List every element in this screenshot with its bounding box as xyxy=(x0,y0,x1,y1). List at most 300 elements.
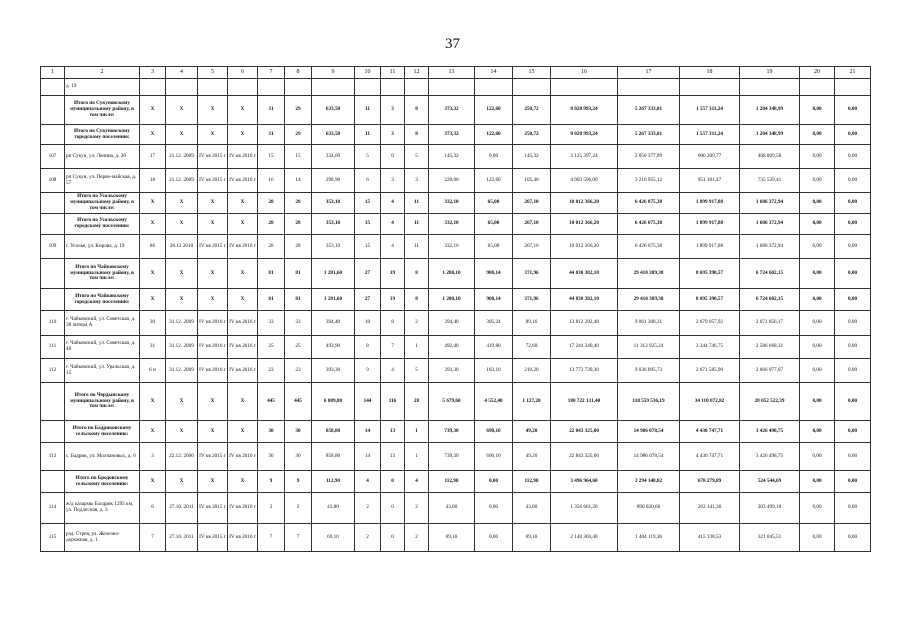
column-number: 3 xyxy=(140,67,166,79)
table-cell: 2 xyxy=(355,524,381,552)
table-cell: 15 xyxy=(355,214,381,235)
table-cell: 267,10 xyxy=(513,235,551,259)
table-cell: 28.12 2010 xyxy=(166,235,198,259)
table-cell: 3 426 498,75 xyxy=(740,443,800,471)
table-cell: 0 xyxy=(381,493,405,524)
table-cell: 2 066 077,67 xyxy=(740,359,800,383)
table-cell: 28 xyxy=(258,214,285,235)
table-cell: 1 356 661,20 xyxy=(551,493,618,524)
table-cell: 334,60 xyxy=(312,145,355,169)
table-cell: 15 xyxy=(285,145,312,169)
table-cell: 415 138,53 xyxy=(680,524,740,552)
table-cell: 10 xyxy=(355,311,381,336)
table-cell: 4 xyxy=(381,359,405,383)
table-cell: 0,00 xyxy=(800,443,835,471)
table-cell: 107 xyxy=(41,145,65,169)
table-cell: 0,00 xyxy=(800,359,835,383)
subtotal-row xyxy=(41,259,871,289)
table-cell: 31 xyxy=(140,336,166,359)
table-cell: 0,00 xyxy=(835,169,871,193)
table-cell: 858,80 xyxy=(312,421,355,443)
table-cell: 111 xyxy=(41,336,65,359)
table-cell: IV кв 2016 г xyxy=(228,235,258,259)
table-cell: 49,20 xyxy=(513,421,551,443)
table-cell: 28 xyxy=(285,235,312,259)
table-cell: 951 101,47 xyxy=(680,169,740,193)
table-cell xyxy=(41,471,65,493)
table-cell: 31 xyxy=(258,96,285,125)
table-cell: 8 695 390,57 xyxy=(680,289,740,311)
table-cell: IV кв 2015 г xyxy=(198,493,228,524)
table-cell: 105,40 xyxy=(513,169,551,193)
address-cell: Итого по Чайковскому городскому поселению: xyxy=(65,289,140,311)
table-cell: 27 xyxy=(355,289,381,311)
table-cell: 493,90 xyxy=(312,336,355,359)
table-cell: 0,00 xyxy=(475,145,513,169)
table-cell: 393,30 xyxy=(312,359,355,383)
table-cell: 108 xyxy=(41,169,65,193)
table-cell: 118 559 536,19 xyxy=(618,383,680,421)
column-number: 19 xyxy=(740,67,800,79)
table-cell: 1 899 917,88 xyxy=(680,235,740,259)
table-cell: 144 xyxy=(355,383,381,421)
table-cell: 2 xyxy=(405,524,429,552)
table-cell: 11 xyxy=(355,125,381,145)
table-cell: 4 903 596,00 xyxy=(551,169,618,193)
table-cell: 1 686 372,94 xyxy=(740,235,800,259)
table-cell: 65,00 xyxy=(475,193,513,214)
table-cell: 27.10. 2011 xyxy=(166,524,198,552)
table-cell: 14 xyxy=(355,421,381,443)
table-cell xyxy=(835,79,871,96)
table-cell: 11 312 925,24 xyxy=(618,336,680,359)
table-cell: 89,16 xyxy=(513,311,551,336)
subtotal-row xyxy=(41,125,871,145)
table-cell: 11 xyxy=(355,96,381,125)
address-cell: Итого по Бадриковскому сельскому поселению: xyxy=(65,421,140,443)
table-cell: X xyxy=(198,421,228,443)
table-cell: 43,80 xyxy=(429,493,475,524)
table-cell: 0 xyxy=(381,145,405,169)
table-cell: 3 426 498,75 xyxy=(740,421,800,443)
table-cell: X xyxy=(166,289,198,311)
table-cell: 1 xyxy=(405,336,429,359)
page-number: 37 xyxy=(445,36,460,52)
table-cell: IV кв 2015 г xyxy=(198,145,228,169)
table-body xyxy=(41,67,871,552)
table-cell: X xyxy=(166,383,198,421)
table-cell: 393,30 xyxy=(429,359,475,383)
table-cell: 34 110 072,82 xyxy=(680,383,740,421)
table-cell: 113 xyxy=(41,443,65,471)
table-cell xyxy=(475,79,513,96)
table-cell: 2 671 585,90 xyxy=(680,359,740,383)
table-cell: 19 xyxy=(381,259,405,289)
table-cell: 22 843 325,00 xyxy=(551,421,618,443)
table-cell: 305,24 xyxy=(475,311,513,336)
table-cell: 394,40 xyxy=(312,311,355,336)
table-cell: 30 xyxy=(285,443,312,471)
table-cell: 9 036 095,73 xyxy=(618,359,680,383)
table-cell: 0,00 xyxy=(475,524,513,552)
table-cell: 25 xyxy=(258,336,285,359)
table-cell: 31 xyxy=(258,125,285,145)
table-cell: 690,10 xyxy=(475,421,513,443)
subtotal-row xyxy=(41,383,871,421)
table-cell: 5 xyxy=(405,359,429,383)
table-cell: 0,00 xyxy=(835,336,871,359)
table-cell: X xyxy=(140,421,166,443)
table-cell: 28 xyxy=(285,193,312,214)
table-cell: 17 244 340,40 xyxy=(551,336,618,359)
table-cell: 6 089,80 xyxy=(312,383,355,421)
table-cell: 0,00 xyxy=(835,214,871,235)
table-cell: 0,00 xyxy=(800,259,835,289)
table-cell: X xyxy=(228,214,258,235)
table-cell: X xyxy=(166,214,198,235)
subtotal-row xyxy=(41,471,871,493)
table-cell: 203 499,18 xyxy=(740,493,800,524)
table-cell: 3 216 955,12 xyxy=(618,169,680,193)
table-cell: 13 xyxy=(381,443,405,471)
table-cell xyxy=(41,289,65,311)
table-cell: 332,10 xyxy=(429,214,475,235)
table-cell: 6 426 075,38 xyxy=(618,193,680,214)
table-cell: 8 xyxy=(405,259,429,289)
column-number: 4 xyxy=(166,67,198,79)
table-cell: 11 xyxy=(405,214,429,235)
table-cell: 394,40 xyxy=(429,311,475,336)
table-cell: 28 xyxy=(405,383,429,421)
table-cell: 908,14 xyxy=(475,289,513,311)
table-cell: X xyxy=(140,214,166,235)
table-cell: 0,00 xyxy=(800,524,835,552)
table-cell xyxy=(381,79,405,96)
table-cell: 0,00 xyxy=(835,443,871,471)
table-cell: 6 426 075,38 xyxy=(618,235,680,259)
table-cell: 0 xyxy=(381,524,405,552)
table-cell: 3 xyxy=(381,96,405,125)
table-cell: 1 204 348,99 xyxy=(740,125,800,145)
address-cell: ж/д казармы Балдрик 1295 км, ул. Подлесная, д. 3 xyxy=(65,493,140,524)
table-cell: 4 430 747,71 xyxy=(680,421,740,443)
table-cell: 633,50 xyxy=(312,125,355,145)
table-cell: X xyxy=(228,383,258,421)
table-cell: X xyxy=(198,125,228,145)
table-cell: 1 686 372,94 xyxy=(740,214,800,235)
table-cell: 7 xyxy=(140,524,166,552)
table-row xyxy=(41,311,871,336)
table-cell: 0,00 xyxy=(835,145,871,169)
table-cell: 22 843 325,00 xyxy=(551,443,618,471)
table-cell xyxy=(680,79,740,96)
table-cell: IV кв 2016 г xyxy=(198,336,228,359)
table-cell: 3 125 397,24 xyxy=(551,145,618,169)
table-cell: 112,90 xyxy=(513,471,551,493)
table-cell: X xyxy=(228,193,258,214)
table-cell: 3 xyxy=(140,443,166,471)
address-cell: рзд. Стрея, ул. Железно-дорожная, д. 1 xyxy=(65,524,140,552)
table-cell: 1 281,60 xyxy=(312,289,355,311)
table-cell: 29 410 389,38 xyxy=(618,259,680,289)
table-cell: X xyxy=(166,259,198,289)
column-number: 8 xyxy=(285,67,312,79)
table-cell: 116 xyxy=(381,383,405,421)
table-cell: 0,00 xyxy=(835,471,871,493)
table-cell: X xyxy=(140,383,166,421)
table-cell: 11 xyxy=(405,193,429,214)
table-cell: 3 xyxy=(381,125,405,145)
column-number: 20 xyxy=(800,67,835,79)
table-cell: 29 xyxy=(285,96,312,125)
table-cell: 633,50 xyxy=(312,96,355,125)
table-cell: 9 061 308,31 xyxy=(618,311,680,336)
table-cell: 1 404 119,36 xyxy=(618,524,680,552)
table-cell: 468 809,58 xyxy=(740,145,800,169)
table-cell: 6 724 602,15 xyxy=(740,259,800,289)
table-cell: X xyxy=(140,193,166,214)
table-cell xyxy=(740,79,800,96)
table-cell: 0,00 xyxy=(800,289,835,311)
table-cell: 210,20 xyxy=(513,359,551,383)
table-cell xyxy=(513,79,551,96)
table-cell: 29 xyxy=(285,125,312,145)
table-cell: 2 140 303,40 xyxy=(551,524,618,552)
table-cell: 3 496 964,60 xyxy=(551,471,618,493)
table-cell: 4 xyxy=(381,193,405,214)
column-number: 5 xyxy=(198,67,228,79)
table-cell: 0,00 xyxy=(835,383,871,421)
table-cell: IV кв 2015 г xyxy=(198,524,228,552)
table-cell: 0,00 xyxy=(835,359,871,383)
table-cell: X xyxy=(198,96,228,125)
column-number: 15 xyxy=(513,67,551,79)
table-cell: X xyxy=(166,193,198,214)
table-cell: 81 xyxy=(258,259,285,289)
table-cell: X xyxy=(140,96,166,125)
table-cell: 5 679,60 xyxy=(429,383,475,421)
table-cell: 0,00 xyxy=(835,259,871,289)
address-cell: Итого по Бродовскому сельскому поселению: xyxy=(65,471,140,493)
table-cell: 28 xyxy=(258,235,285,259)
table-cell: X xyxy=(228,125,258,145)
table-cell: 739,30 xyxy=(429,443,475,471)
table-cell: 2 050 377,89 xyxy=(618,145,680,169)
table-row xyxy=(41,524,871,552)
table-cell: IV кв 2016 г xyxy=(228,336,258,359)
table-cell xyxy=(355,79,381,96)
table-cell: 267,10 xyxy=(513,193,551,214)
table-cell: X xyxy=(198,193,228,214)
column-number: 17 xyxy=(618,67,680,79)
table-cell: X xyxy=(166,96,198,125)
table-cell: 8 xyxy=(355,336,381,359)
table-cell: 9 xyxy=(258,471,285,493)
table-cell: X xyxy=(140,471,166,493)
table-cell: 2 xyxy=(405,311,429,336)
table-cell: 0,00 xyxy=(800,145,835,169)
table-cell: 3 xyxy=(405,169,429,193)
column-number: 11 xyxy=(381,67,405,79)
table-cell: 298,90 xyxy=(312,169,355,193)
table-cell: 0,00 xyxy=(800,169,835,193)
table-cell xyxy=(618,79,680,96)
table-cell: X xyxy=(166,125,198,145)
table-cell: 9 xyxy=(285,471,312,493)
table-cell: 6 xyxy=(140,493,166,524)
table-cell: 15 xyxy=(355,193,381,214)
table-cell: 114 xyxy=(41,493,65,524)
table-cell: 13 812 292,40 xyxy=(551,311,618,336)
address-cell: Итого по Сукуновскому городскому поселению: xyxy=(65,125,140,145)
table-cell: IV кв 2016 г xyxy=(228,524,258,552)
table-cell: 1 280,10 xyxy=(429,289,475,311)
table-cell: 735 539,41 xyxy=(740,169,800,193)
address-cell: рп Сукун, ул. Ленина, д. 30 xyxy=(65,145,140,169)
table-cell: 112,90 xyxy=(429,471,475,493)
table-cell xyxy=(41,125,65,145)
table-cell: IV кв 2016 г xyxy=(228,443,258,471)
table-row xyxy=(41,145,871,169)
table-cell: 2 071 856,17 xyxy=(740,311,800,336)
table-cell: X xyxy=(198,383,228,421)
table-cell: 2 xyxy=(258,493,285,524)
table-cell: 6 xyxy=(355,169,381,193)
address-cell: д. 19 xyxy=(65,79,140,96)
table-cell: 8 695 390,57 xyxy=(680,259,740,289)
subtotal-row xyxy=(41,96,871,125)
table-cell: X xyxy=(228,421,258,443)
column-number: 2 xyxy=(65,67,140,79)
table-cell: 1 127,20 xyxy=(513,383,551,421)
table-row xyxy=(41,169,871,193)
table-cell: 44 830 382,10 xyxy=(551,259,618,289)
table-cell: 0,00 xyxy=(800,471,835,493)
table-cell: 739,30 xyxy=(429,421,475,443)
table-cell: 0,00 xyxy=(835,311,871,336)
table-cell: 0,00 xyxy=(835,193,871,214)
table-cell: 16 xyxy=(258,169,285,193)
table-cell xyxy=(41,79,65,96)
column-number: 9 xyxy=(312,67,355,79)
table-cell: 690,10 xyxy=(475,443,513,471)
table-row xyxy=(41,359,871,383)
table-cell: 6 426 075,38 xyxy=(618,214,680,235)
table-cell: 2 586 668,31 xyxy=(740,336,800,359)
table-cell: 1 557 311,24 xyxy=(680,125,740,145)
table-cell: IV кв 2016 г xyxy=(228,169,258,193)
table-cell: 65,00 xyxy=(475,235,513,259)
table-cell: 373,32 xyxy=(429,125,475,145)
table-cell: 1 899 917,88 xyxy=(680,193,740,214)
table-cell: 81 xyxy=(258,289,285,311)
table-cell: 27 xyxy=(355,259,381,289)
table-cell: 145,32 xyxy=(513,145,551,169)
table-cell: 11 xyxy=(405,235,429,259)
table-cell: 27.10. 2011 xyxy=(166,493,198,524)
table-cell: 0,00 xyxy=(835,421,871,443)
table-cell: 10 012 366,20 xyxy=(551,235,618,259)
housing-program-table xyxy=(40,66,871,552)
table-cell: 445 xyxy=(285,383,312,421)
table-cell: 8 xyxy=(381,311,405,336)
table-cell xyxy=(41,421,65,443)
table-cell: 4 xyxy=(405,471,429,493)
table-cell xyxy=(41,383,65,421)
table-cell: 15 xyxy=(258,145,285,169)
table-cell: 65,00 xyxy=(475,214,513,235)
table-cell: 353,10 xyxy=(312,214,355,235)
table-cell: 1 280,10 xyxy=(429,259,475,289)
table-cell: 332,10 xyxy=(429,193,475,214)
table-cell: 0,00 xyxy=(800,214,835,235)
table-cell: 1 557 311,24 xyxy=(680,96,740,125)
table-cell: 250,72 xyxy=(513,96,551,125)
table-cell: 21.12. 2009 xyxy=(166,169,198,193)
table-cell: 4 430 747,71 xyxy=(680,443,740,471)
address-cell: рп Сукун, ул. Перво-майская, д. 57 xyxy=(65,169,140,193)
table-cell: 43,80 xyxy=(513,493,551,524)
table-cell: 49,20 xyxy=(513,443,551,471)
table-cell: 606 209,77 xyxy=(680,145,740,169)
table-cell: 18 xyxy=(140,169,166,193)
table-cell: 15 xyxy=(355,235,381,259)
address-cell: Итого по Усольскому городскому поселению: xyxy=(65,214,140,235)
table-cell: 7 xyxy=(285,524,312,552)
table-cell: 3 344 746,75 xyxy=(680,336,740,359)
table-cell: X xyxy=(198,259,228,289)
table-cell: 353,10 xyxy=(312,193,355,214)
table-cell: 69,10 xyxy=(513,524,551,552)
column-number: 6 xyxy=(228,67,258,79)
column-number: 14 xyxy=(475,67,513,79)
table-cell: 2 294 140,02 xyxy=(618,471,680,493)
table-cell: 23 xyxy=(285,359,312,383)
table-cell: 31.12. 2009 xyxy=(166,311,198,336)
subtotal-row xyxy=(41,193,871,214)
table-cell: 678 279,89 xyxy=(680,471,740,493)
table-cell: 8 028 993,24 xyxy=(551,96,618,125)
table-cell xyxy=(198,79,228,96)
table-cell: 3 xyxy=(381,169,405,193)
table-cell: 492,40 xyxy=(429,336,475,359)
table-cell: X xyxy=(166,421,198,443)
table-cell: 109 xyxy=(41,235,65,259)
table-cell: 371,96 xyxy=(513,259,551,289)
table-cell: 7 xyxy=(258,524,285,552)
table-cell: 28 xyxy=(258,193,285,214)
table-cell: IV кв 2016 г xyxy=(228,493,258,524)
table-cell xyxy=(41,96,65,125)
table-cell: 373,32 xyxy=(429,96,475,125)
table-cell: 1 xyxy=(405,421,429,443)
table-cell: 1 686 372,94 xyxy=(740,193,800,214)
table-cell: 69,10 xyxy=(429,524,475,552)
table-cell: IV кв 2015 г xyxy=(198,235,228,259)
table-cell: 81 xyxy=(285,289,312,311)
table-cell: 5 267 333,01 xyxy=(618,125,680,145)
table-cell: 0,00 xyxy=(800,493,835,524)
table-cell xyxy=(405,79,429,96)
table-cell: 29 410 389,38 xyxy=(618,289,680,311)
table-cell: IV кв 2016 г xyxy=(198,311,228,336)
table-cell: 1 281,60 xyxy=(312,259,355,289)
table-cell: 5 xyxy=(405,145,429,169)
address-cell: г. Чайковский, ул. Советская, д. 38 литера А xyxy=(65,311,140,336)
table-cell: 86 xyxy=(140,235,166,259)
table-cell: 122,60 xyxy=(475,125,513,145)
table-cell xyxy=(228,79,258,96)
